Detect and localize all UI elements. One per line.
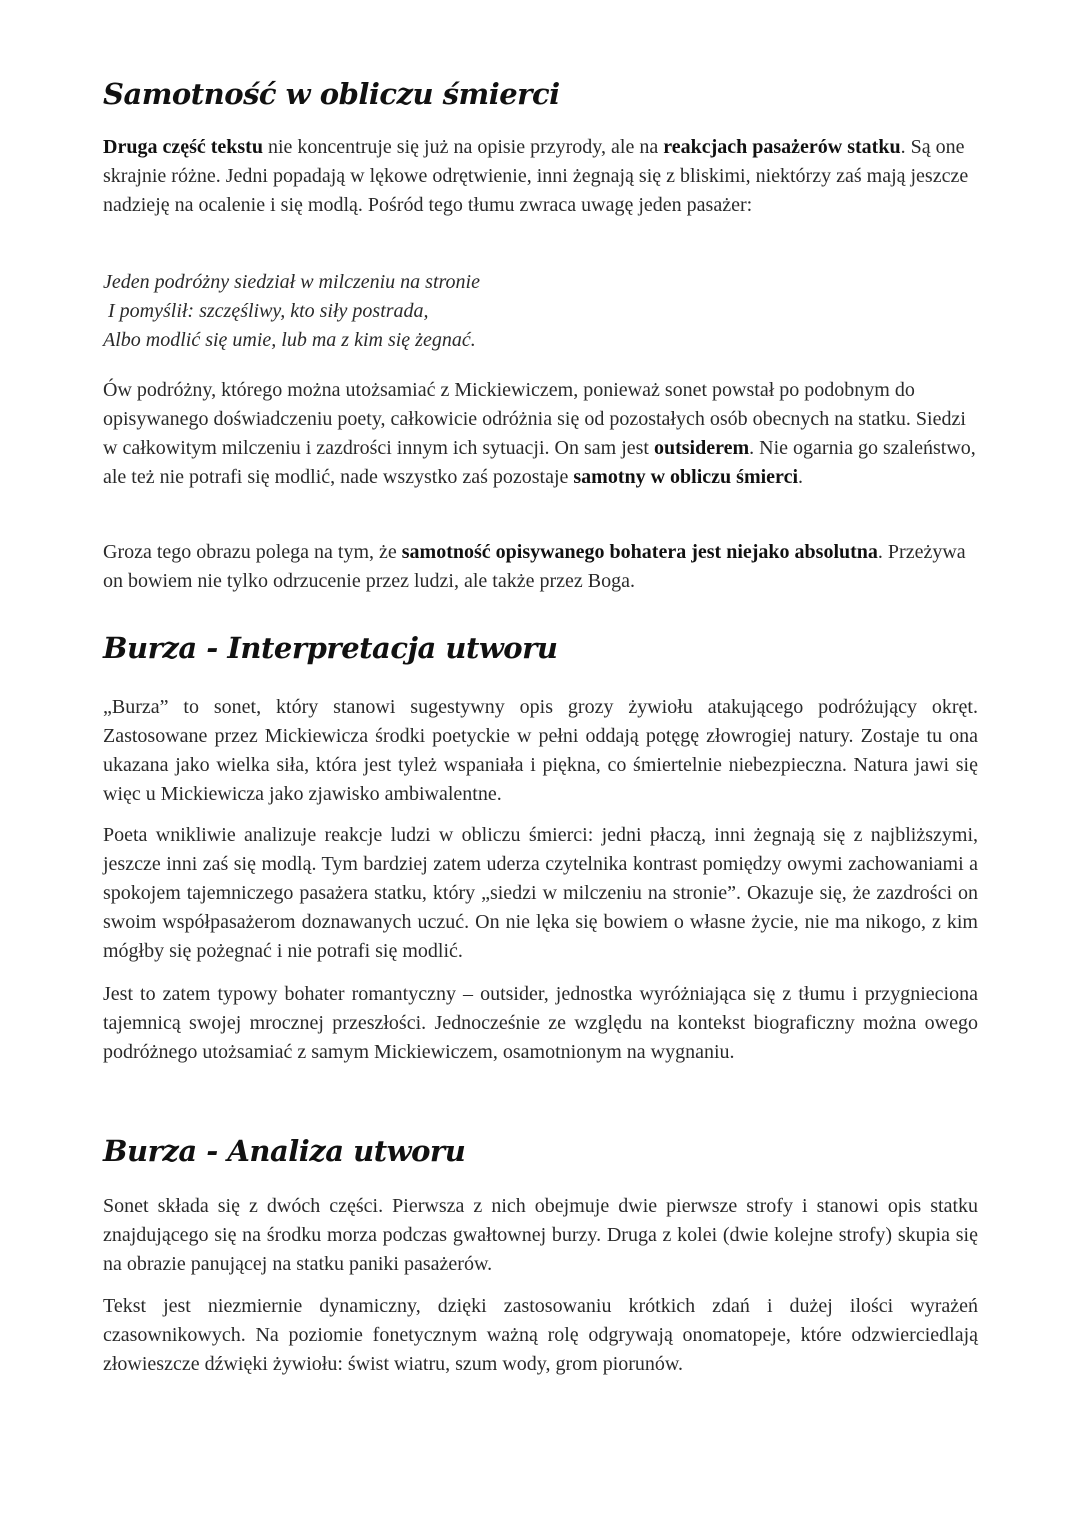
paragraph xyxy=(103,538,978,596)
text-span: nie koncentruje się już na opisie przyrody, ale na xyxy=(262,136,664,158)
text-span: Ów podróżny, którego można utożsamiać z Mickiewiczem, ponieważ sonet powstał po podobnym do opisywanego doświadczeniu poety, całkowicie odróżnia się od pozostałych osób obecnych na statku. Siedzi w całkowitym milczeniu i zazdrości innym ich sytuacji. On sam jest xyxy=(103,379,966,459)
paragraph: Tekst jest niezmiernie dynamiczny, dzięki zastosowaniu krótkich zdań i dużej ilości wyrażeń czasownikowych. Na poziomie fonetycznym ważną rolę odgrywają onomatopeje, które odzwierciedlają złowieszcze dźwięki żywiołu: świst wiatru, szum wody, grom piorunów. xyxy=(103,1295,978,1375)
text-span: . Nie ogarnia go szaleństwo, ale też nie potrafi się modlić, nade wszystko zaś pozostaje xyxy=(103,437,976,488)
paragraph: Sonet składa się z dwóch części. Pierwsza z nich obejmuje dwie pierwsze strofy i stanowi opis statku znajdującego się na środku morza podczas gwałtownej burzy. Druga z kolei (dwie kolejne strofy) skupia się na obrazie panującej na statku paniki pasażerów. xyxy=(103,1195,978,1275)
section-title-samotnosc: Samotność w obliczu śmierci xyxy=(103,77,560,111)
text-span: . Są one skrajnie różne. Jedni popadają w lękowe odrętwienie, inni żegnają się z bliskimi, niektórzy zaś mają jeszcze nadzieję na ocalenie i się modlą. Pośród tego tłumu zwraca uwagę jeden pasażer: xyxy=(103,136,969,216)
text-span: Groza tego obrazu polega na tym, że xyxy=(103,541,402,563)
bold-phrase: samotny w obliczu śmierci xyxy=(573,466,798,488)
paragraph: „Burza” to sonet, który stanowi sugestywny opis grozy żywiołu atakującego podróżujący okręt. Zastosowane przez Mickiewicza środki poetyckie w pełni oddają potęgę złowrogiej natury. Zostaje tu ona ukazana jako wielka siła, która jest tyleż wspaniała i piękna, co śmiertelnie niebezpieczna. Natura jawi się więc u Mickiewicza jako zjawisko ambiwalentne. xyxy=(103,696,978,805)
paragraph xyxy=(103,376,978,492)
section-title-interpretacja: Burza - Interpretacja utworu xyxy=(103,631,558,665)
bold-phrase: reakcjach pasażerów statku xyxy=(663,136,901,158)
bold-phrase: outsiderem xyxy=(653,437,750,459)
paragraph: Poeta wnikliwie analizuje reakcje ludzi w obliczu śmierci: jedni płaczą, inni żegnają się z najbliższymi, jeszcze inni zaś się modlą. Tym bardziej zatem uderza czytelnika kontrast pomiędzy owymi zachowaniami a spokojem tajemniczego pasażera statku, który „siedzi w milczeniu na stronie”. Okazuje się, że zazdrości on swoim współpasażerom doznawanych uczuć. On nie lęka się bowiem o własne życie, nie ma nikogo, z kim mógłby się pożegnać i nie potrafi się modlić. xyxy=(103,824,978,962)
paragraph: Jest to zatem typowy bohater romantyczny – outsider, jednostka wyróżniająca się z tłumu i przygnieciona tajemnicą swojej mrocznej przeszłości. Jednocześnie ze względu na kontekst biograficzny można owego podróżnego utożsamiać z samym Mickiewiczem, osamotnionym na wygnaniu. xyxy=(103,983,978,1063)
text-span: . Przeżywa on bowiem nie tylko odrzucenie przez ludzi, ale także przez Boga. xyxy=(103,541,966,592)
text-span: . xyxy=(798,466,803,488)
quote-line: Albo modlić się umie, lub ma z kim się żegnać. xyxy=(103,329,476,351)
quote-line: Jeden podróżny siedział w milczeniu na stronie xyxy=(103,271,480,293)
quote-line: I pomyślił: szczęśliwy, kto siły postrada, xyxy=(108,300,429,322)
poem-quote xyxy=(103,268,978,355)
paragraph xyxy=(103,133,978,220)
section-title-analiza: Burza - Analiza utworu xyxy=(103,1134,466,1168)
bold-phrase: Druga część tekstu xyxy=(103,136,263,158)
bold-phrase: samotność opisywanego bohatera jest niejako absolutna xyxy=(401,541,878,563)
